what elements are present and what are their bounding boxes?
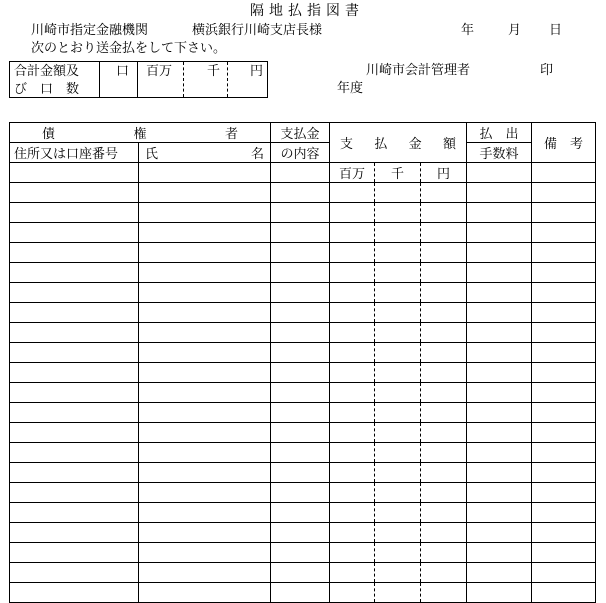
table-cell[interactable] — [467, 563, 532, 583]
address-header: 住所又は口座番号 — [10, 143, 139, 163]
table-cell[interactable] — [532, 503, 596, 523]
table-cell[interactable] — [467, 543, 532, 563]
table-cell[interactable] — [10, 583, 139, 603]
table-cell[interactable] — [330, 503, 375, 523]
seal-label: 印 — [540, 63, 554, 78]
table-cell[interactable] — [532, 283, 596, 303]
table-cell[interactable] — [139, 263, 271, 283]
table-cell[interactable] — [467, 523, 532, 543]
table-cell[interactable] — [271, 183, 330, 203]
table-cell[interactable] — [532, 483, 596, 503]
fee-header-1: 払 出 — [467, 123, 532, 143]
table-row — [10, 523, 596, 543]
table-cell[interactable] — [330, 243, 375, 263]
table-cell[interactable] — [375, 243, 421, 263]
accounting-manager-label: 川崎市会計管理者 — [366, 63, 471, 78]
year-label: 年 — [461, 23, 475, 38]
table-cell[interactable] — [375, 563, 421, 583]
table-cell[interactable] — [421, 303, 467, 323]
table-cell[interactable] — [330, 423, 375, 443]
table-cell[interactable] — [139, 583, 271, 603]
table-cell[interactable] — [139, 503, 271, 523]
table-cell[interactable] — [139, 543, 271, 563]
subheader-empty-3 — [271, 163, 330, 183]
table-cell[interactable] — [330, 323, 375, 343]
day-label: 日 — [549, 23, 563, 38]
table-cell[interactable] — [330, 483, 375, 503]
table-cell[interactable] — [10, 383, 139, 403]
table-cell[interactable] — [271, 383, 330, 403]
table-cell[interactable] — [375, 443, 421, 463]
table-cell[interactable] — [271, 323, 330, 343]
table-cell[interactable] — [532, 403, 596, 423]
table-row — [10, 263, 596, 283]
table-cell[interactable] — [139, 463, 271, 483]
table-cell[interactable] — [421, 323, 467, 343]
table-cell[interactable] — [467, 303, 532, 323]
table-cell[interactable] — [10, 443, 139, 463]
table-cell[interactable] — [421, 563, 467, 583]
table-row — [10, 443, 596, 463]
table-cell[interactable] — [421, 383, 467, 403]
table-cell[interactable] — [271, 303, 330, 323]
table-cell[interactable] — [375, 183, 421, 203]
table-cell[interactable] — [10, 463, 139, 483]
table-cell[interactable] — [10, 243, 139, 263]
table-cell[interactable] — [421, 223, 467, 243]
document-title: 隔地払指図書 — [250, 3, 364, 19]
table-cell[interactable] — [421, 243, 467, 263]
table-cell[interactable] — [271, 503, 330, 523]
table-cell[interactable] — [10, 183, 139, 203]
table-cell[interactable] — [10, 423, 139, 443]
total-label-line1: 合計金額及 — [14, 64, 80, 79]
table-cell[interactable] — [467, 203, 532, 223]
payment-content-header-1: 支払金 — [271, 123, 330, 143]
table-cell[interactable] — [271, 363, 330, 383]
table-cell[interactable] — [375, 503, 421, 523]
table-cell[interactable] — [10, 223, 139, 243]
remarks-header: 備 考 — [532, 123, 596, 163]
table-cell[interactable] — [375, 543, 421, 563]
table-row — [10, 243, 596, 263]
table-row — [10, 303, 596, 323]
table-cell[interactable] — [10, 343, 139, 363]
table-cell[interactable] — [375, 283, 421, 303]
table-cell[interactable] — [271, 203, 330, 223]
table-cell[interactable] — [532, 383, 596, 403]
table-cell[interactable] — [139, 363, 271, 383]
table-cell[interactable] — [375, 323, 421, 343]
table-cell[interactable] — [421, 463, 467, 483]
table-row — [10, 343, 596, 363]
total-amount-box — [9, 61, 268, 98]
unit-million-label: 百万 — [146, 64, 173, 79]
table-cell[interactable] — [10, 303, 139, 323]
table-cell[interactable] — [10, 283, 139, 303]
table-row — [10, 503, 596, 523]
table-cell[interactable] — [330, 523, 375, 543]
table-cell[interactable] — [467, 323, 532, 343]
table-cell[interactable] — [467, 343, 532, 363]
table-row — [10, 363, 596, 383]
payment-amount-header: 支 払 金 額 — [330, 123, 467, 163]
table-cell[interactable] — [421, 363, 467, 383]
sub-million-label: 百万 — [330, 163, 375, 183]
table-cell[interactable] — [139, 323, 271, 343]
table-cell[interactable] — [532, 203, 596, 223]
table-cell[interactable] — [421, 583, 467, 603]
branch-label: 横浜銀行川崎支店長様 — [192, 23, 323, 38]
table-cell[interactable] — [10, 323, 139, 343]
table-cell[interactable] — [375, 583, 421, 603]
table-cell[interactable] — [532, 303, 596, 323]
table-cell[interactable] — [375, 363, 421, 383]
table-cell[interactable] — [330, 403, 375, 423]
table-cell[interactable] — [467, 503, 532, 523]
table-cell[interactable] — [467, 283, 532, 303]
table-row — [10, 283, 596, 303]
table-row — [10, 203, 596, 223]
instruction-text: 次のとおり送金払をして下さい。 — [31, 41, 227, 56]
table-cell[interactable] — [532, 423, 596, 443]
table-cell[interactable] — [139, 523, 271, 543]
table-cell[interactable] — [467, 443, 532, 463]
table-cell[interactable] — [375, 203, 421, 223]
table-cell[interactable] — [532, 463, 596, 483]
table-cell[interactable] — [532, 263, 596, 283]
table-cell[interactable] — [421, 423, 467, 443]
table-cell[interactable] — [467, 363, 532, 383]
table-cell[interactable] — [375, 423, 421, 443]
table-row — [10, 403, 596, 423]
table-cell[interactable] — [467, 403, 532, 423]
table-cell[interactable] — [421, 503, 467, 523]
table-cell[interactable] — [271, 443, 330, 463]
table-cell[interactable] — [421, 543, 467, 563]
table-row — [10, 183, 596, 203]
table-cell[interactable] — [139, 183, 271, 203]
table-cell[interactable] — [139, 203, 271, 223]
table-cell[interactable] — [330, 283, 375, 303]
table-cell[interactable] — [421, 203, 467, 223]
table-cell[interactable] — [467, 463, 532, 483]
table-cell[interactable] — [271, 223, 330, 243]
table-cell[interactable] — [375, 223, 421, 243]
table-cell[interactable] — [532, 243, 596, 263]
table-cell[interactable] — [467, 483, 532, 503]
table-cell[interactable] — [467, 263, 532, 283]
table-cell[interactable] — [467, 383, 532, 403]
table-cell[interactable] — [139, 223, 271, 243]
table-cell[interactable] — [10, 503, 139, 523]
sub-thousand-label: 千 — [375, 163, 421, 183]
table-cell[interactable] — [421, 343, 467, 363]
subheader-empty-2 — [139, 163, 271, 183]
table-cell[interactable] — [271, 563, 330, 583]
table-cell[interactable] — [330, 463, 375, 483]
bank-label: 川崎市指定金融機関 — [31, 23, 149, 38]
table-cell[interactable] — [532, 223, 596, 243]
table-cell[interactable] — [532, 323, 596, 343]
table-cell[interactable] — [139, 403, 271, 423]
table-cell[interactable] — [467, 243, 532, 263]
table-row — [10, 383, 596, 403]
table-cell[interactable] — [532, 523, 596, 543]
table-cell[interactable] — [139, 483, 271, 503]
table-cell[interactable] — [271, 283, 330, 303]
table-cell[interactable] — [330, 263, 375, 283]
table-cell[interactable] — [10, 403, 139, 423]
table-cell[interactable] — [375, 483, 421, 503]
table-cell[interactable] — [271, 343, 330, 363]
table-cell[interactable] — [330, 363, 375, 383]
table-cell[interactable] — [467, 583, 532, 603]
table-cell[interactable] — [139, 303, 271, 323]
table-cell[interactable] — [139, 283, 271, 303]
sub-yen-label: 円 — [421, 163, 467, 183]
table-cell[interactable] — [10, 363, 139, 383]
table-cell[interactable] — [421, 483, 467, 503]
table-cell[interactable] — [532, 443, 596, 463]
table-row — [10, 423, 596, 443]
payment-table — [9, 122, 596, 603]
table-cell[interactable] — [375, 523, 421, 543]
table-cell[interactable] — [271, 243, 330, 263]
table-cell[interactable] — [421, 443, 467, 463]
table-cell[interactable] — [375, 343, 421, 363]
table-cell[interactable] — [139, 423, 271, 443]
table-cell[interactable] — [271, 403, 330, 423]
table-cell[interactable] — [271, 263, 330, 283]
subheader-empty-4 — [467, 163, 532, 183]
table-cell[interactable] — [139, 243, 271, 263]
unit-thousand-label: 千 — [207, 64, 221, 79]
table-cell[interactable] — [375, 383, 421, 403]
table-cell[interactable] — [330, 343, 375, 363]
table-cell[interactable] — [10, 483, 139, 503]
table-cell[interactable] — [421, 283, 467, 303]
table-cell[interactable] — [10, 563, 139, 583]
subheader-empty-1 — [10, 163, 139, 183]
table-cell[interactable] — [467, 423, 532, 443]
table-row — [10, 563, 596, 583]
table-cell[interactable] — [139, 383, 271, 403]
table-cell[interactable] — [421, 263, 467, 283]
table-cell[interactable] — [139, 343, 271, 363]
table-cell[interactable] — [330, 203, 375, 223]
table-cell[interactable] — [271, 463, 330, 483]
table-cell[interactable] — [271, 423, 330, 443]
unit-count-label: 口 — [116, 64, 130, 79]
table-cell[interactable] — [271, 483, 330, 503]
table-cell[interactable] — [375, 303, 421, 323]
table-cell[interactable] — [271, 543, 330, 563]
table-row — [10, 543, 596, 563]
creditor-header: 債 権 者 — [10, 123, 271, 143]
table-cell[interactable] — [532, 543, 596, 563]
month-label: 月 — [508, 23, 522, 38]
table-cell[interactable] — [330, 383, 375, 403]
table-cell[interactable] — [421, 523, 467, 543]
fiscal-year-label: 年度 — [337, 81, 364, 96]
table-cell[interactable] — [375, 263, 421, 283]
subheader-empty-5 — [532, 163, 596, 183]
table-row — [10, 223, 596, 243]
table-row — [10, 463, 596, 483]
table-cell[interactable] — [421, 403, 467, 423]
payment-content-header-2: の内容 — [271, 143, 330, 163]
table-cell[interactable] — [421, 183, 467, 203]
table-row — [10, 483, 596, 503]
table-cell[interactable] — [330, 443, 375, 463]
table-cell[interactable] — [330, 583, 375, 603]
table-cell[interactable] — [10, 523, 139, 543]
table-cell[interactable] — [271, 523, 330, 543]
table-cell[interactable] — [532, 563, 596, 583]
table-cell[interactable] — [467, 183, 532, 203]
table-cell[interactable] — [271, 583, 330, 603]
table-cell[interactable] — [139, 563, 271, 583]
table-cell[interactable] — [330, 543, 375, 563]
table-cell[interactable] — [467, 223, 532, 243]
table-row — [10, 323, 596, 343]
table-cell[interactable] — [532, 363, 596, 383]
table-cell[interactable] — [139, 443, 271, 463]
table-row — [10, 583, 596, 603]
table-cell[interactable] — [10, 543, 139, 563]
table-cell[interactable] — [330, 183, 375, 203]
table-cell[interactable] — [532, 183, 596, 203]
name-header: 氏 名 — [139, 143, 271, 163]
total-label-line2: び 口 数 — [14, 82, 80, 97]
table-cell[interactable] — [375, 403, 421, 423]
table-cell[interactable] — [330, 223, 375, 243]
table-cell[interactable] — [10, 263, 139, 283]
table-cell[interactable] — [10, 203, 139, 223]
table-cell[interactable] — [330, 563, 375, 583]
table-cell[interactable] — [375, 463, 421, 483]
fee-header-2: 手数料 — [467, 143, 532, 163]
table-cell[interactable] — [532, 343, 596, 363]
unit-yen-label: 円 — [250, 64, 264, 79]
table-cell[interactable] — [532, 583, 596, 603]
table-cell[interactable] — [330, 303, 375, 323]
